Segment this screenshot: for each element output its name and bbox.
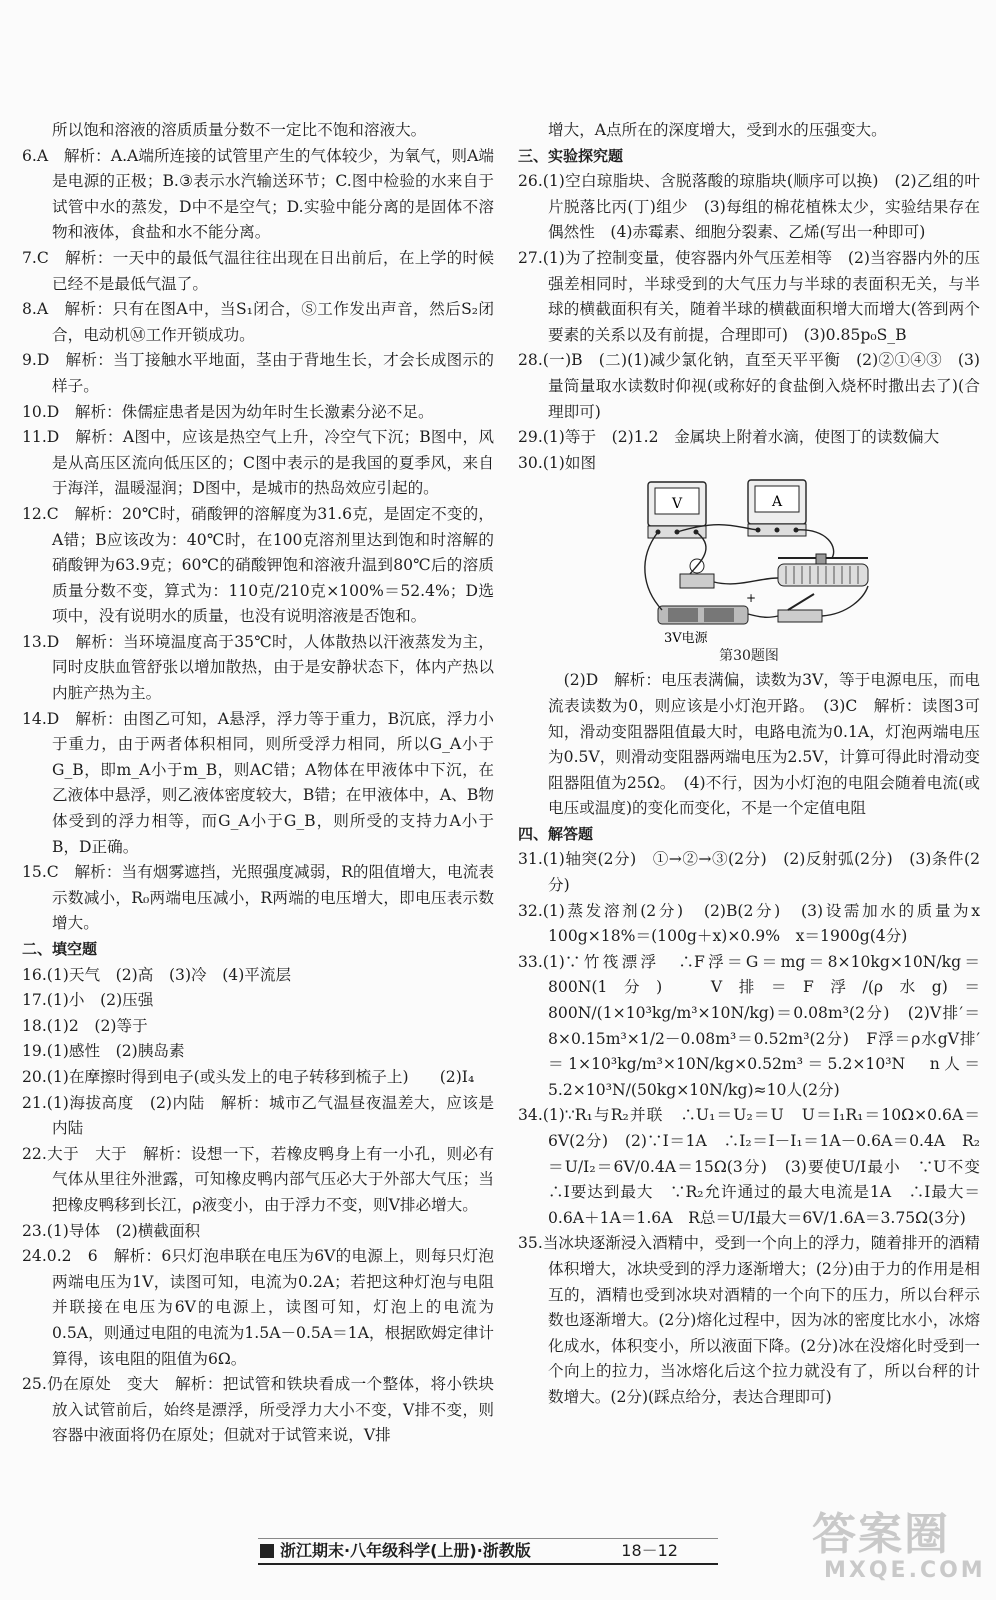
answer-item: 27.(1)为了控制变量，使容器内外气压差相等 (2)当容器内外的压强差相同时，半球受到的大气压力与半球的表面积无关，与半球的横截面积有关，随着半球的横截面积增大而增大(答到两个要素的关系以及有前提，合理即可) (3)0.85p₀S_B <box>518 248 980 344</box>
footer-title: 浙江期末·八年级科学(上册)·浙教版 <box>280 1541 531 1560</box>
answer-item: 12.C 解析：20℃时，硝酸钾的溶解度为31.6克，是固定不变的，A错；B应该改为：40℃时，在100克溶剂里达到饱和时溶解的硝酸钾为63.9克；60℃的硝酸钾饱和溶液升温到80℃后的溶质质量分数不变，算式为：110克/210克×100%＝52.4%；D选项中，没有说明水的质量，也没有说明溶液是否饱和。 <box>22 504 494 626</box>
answer-item: 20.(1)在摩擦时得到电子(或头发上的电子转移到梳子上) (2)I₄ <box>22 1067 475 1086</box>
watermark-text: 答案圈 <box>812 1509 950 1560</box>
answer-item: 增大，A点所在的深度增大，受到水的压强变大。 <box>548 121 887 139</box>
answer-item: 所以饱和溶液的溶质质量分数不一定比不饱和溶液大。 <box>52 121 427 139</box>
answer-item: 9.D 解析：当丁接触水平地面，茎由于背地生长，才会长成图示的样子。 <box>22 351 494 395</box>
answer-item: 35.当冰块逐渐浸入酒精中，受到一个向上的浮力，随着排开的酒精体积增大，冰块受到的浮力逐渐增大；(2分)由于力的作用是相互的，酒精也受到冰块对酒精的一个向下的压力，所以台秤示数也逐渐增大。(2分)熔化过程中，因为冰的密度比水小，冰熔化成水，体积变小，所以液面下降。(2分)冰在没熔化时受到一个向上的拉力，当冰熔化后这个拉力就没有了，所以台秤的计数增大。(2分)(踩点给分，表达合理即可) <box>518 1234 980 1406</box>
answer-item: 31.(1)轴突(2分) ①→②→③(2分) (2)反射弧(2分) (3)条件(2分) <box>518 850 980 895</box>
answer-item: 18.(1)2 (2)等于 <box>22 1016 148 1035</box>
right-bottom-section <box>518 668 996 1410</box>
left-column <box>22 118 494 1449</box>
answer-item: 7.C 解析：一天中的最低气温往往出现在日出前后，在上学的时候已经不是最低气温了。 <box>22 248 494 293</box>
section-heading: 三、实验探究题 <box>518 146 624 165</box>
ammeter-symbol: A <box>771 494 783 511</box>
answer-item: 34.(1)∵R₁与R₂并联 ∴U₁＝U₂＝U U＝I₁R₁＝10Ω×0.6A＝6V(2分) (2)∵I＝1A ∴I₂＝I－I₁＝1A－0.6A＝0.4A R₂＝U/I₂＝6V/0.4A＝15Ω(3分) (3)要使U/I最小 ∵U不变 ∴I要达到最大 ∵R₂允许通过的最大电流是1A ∴I最大＝0.6A＋1A＝1.6A R总＝U/I最大＝6V/1.6A＝3.75Ω(3分) <box>518 1106 996 1227</box>
answer-item: 11.D 解析：A图中，应该是热空气上升，冷空气下沉；B图中，风是从高压区流向低压区的；C图中表示的是我国的夏季风，来自于海洋，温暖湿润；D图中，是城市的热岛效应引起的。 <box>22 428 494 498</box>
power-source-label: 3V电源 <box>664 631 708 647</box>
answer-item: 32.(1)蒸发溶剂(2分) (2)B(2分) (3)设需加水的质量为x 100g×18%＝(100g＋x)×0.9% x＝1900g(4分) <box>518 901 996 946</box>
circuit-figure <box>518 478 980 668</box>
answer-item: 22.大于 大于 解析：设想一下，若橡皮鸭身上有一小孔，则必有气体从里往外泄露，可知橡皮鸭内部气压必大于外部大气压；当把橡皮鸭移到长江，ρ液变小，由于浮力不变，则V排必增大。 <box>22 1144 494 1214</box>
answer-item: 25.仍在原处 变大 解析：把试管和铁块看成一个整体，将小铁块放入试管前后，始终是漂浮，所受浮力大小不变，V排不变，则容器中液面将仍在原处；但就对于试管来说，V排 <box>22 1375 494 1445</box>
circuit-diagram <box>628 478 888 648</box>
answer-item: 15.C 解析：当有烟雾遮挡，光照强度减弱，R的阻值增大，电流表示数减小，R₀两端电压减小，R两端的电压增大，即电压表示数增大。 <box>22 863 494 933</box>
answer-item: 16.(1)天气 (2)高 (3)冷 (4)平流层 <box>22 965 292 984</box>
answer-item: 30.(1)如图 <box>518 453 597 472</box>
answer-item: 23.(1)导体 (2)横截面积 <box>22 1221 201 1240</box>
voltmeter-symbol: V <box>671 496 683 513</box>
right-column <box>518 118 996 1411</box>
answer-item: 21.(1)海拔高度 (2)内陆 解析：城市乙气温昼夜温差大，应该是内陆 <box>22 1093 494 1138</box>
answer-item: 33.(1)∵竹筏漂浮 ∴F浮＝G＝mg＝8×10kg×10N/kg＝800N(1分) V排＝F浮/(ρ水g)＝800N/(1×10³kg/m³×10N/kg)＝0.08m³(2分) (2)V排′＝8×0.15m³×1/2－0.08m³＝0.52m³(2分) F浮＝ρ水gV排′＝1×10³kg/m³×10N/kg×0.52m³＝5.2×10³N n人＝5.2×10³N/(50kg×10N/kg)≈10人(2分) <box>518 952 980 1099</box>
answer-item: 17.(1)小 (2)压强 <box>22 991 154 1010</box>
footer-square-icon <box>260 1544 274 1558</box>
answer-item: 26.(1)空白琼脂块、含脱落酸的琼脂块(顺序可以换) (2)乙组的叶片脱落比丙(丁)组少 (3)每组的棉花植株太少，实验结果存在偶然性 (4)赤霉素、细胞分裂素、乙烯(写出一种即可) <box>518 172 980 242</box>
watermark-logo <box>812 1509 986 1592</box>
bulb-base <box>680 574 714 588</box>
rheostat <box>778 564 868 586</box>
watermark-url: MXQE.COM <box>824 1558 986 1583</box>
figure-caption: 第30题图 <box>719 648 779 665</box>
answer-item: 19.(1)感性 (2)胰岛素 <box>22 1042 185 1061</box>
answer-item: 24.0.2 6 解析：6只灯泡串联在电压为6V的电源上，则每只灯泡两端电压为1V，读图可知，电流为0.2A；若把这种灯泡与电阻并联接在电压为6V的电源上，读图可知，灯泡上的电流为0.5A，则通过电阻的电流为1.5A－0.5A＝1A，根据欧姆定律计算得，该电阻的阻值为6Ω。 <box>22 1247 494 1368</box>
answer-item: 29.(1)等于 (2)1.2 金属块上附着水滴，使图丁的读数偏大 <box>518 428 940 447</box>
section-heading: 四、解答题 <box>518 824 594 843</box>
answer-item: 10.D 解析：侏儒症患者是因为幼年时生长激素分泌不足。 <box>22 402 434 421</box>
section-heading: 二、填空题 <box>22 940 98 958</box>
battery-plus-sign: + <box>746 591 757 606</box>
answer-item: 13.D 解析：当环境温度高于35℃时，人体散热以汗液蒸发为主，同时皮肤血管舒张以增加散热，由于是安静状态下，体内产热以内脏产热为主。 <box>22 632 494 703</box>
answer-item: (2)D 解析：电压表满偏，读数为3V，等于电源电压，而电流表读数为0，则应该是小灯泡开路。 (3)C 解析：读图3可知，滑动变阻器阻值最大时，电路电流为0.1A，灯泡两端电压为0.5V，则滑动变阻器两端电压为2.5V，计算可得此时滑动变阻器阻值为25Ω。 (4)不行，因为小灯泡的电阻会随着电流(或电压或温度)的变化而变化，不是一个定值电阻 <box>548 671 980 818</box>
right-top-section <box>518 118 980 476</box>
answer-item: 14.D 解析：由图乙可知，A悬浮，浮力等于重力，B沉底，浮力小于重力，由于两者体积相同，则所受浮力相同，所以G_A小于G_B，即m_A小于m_B，则AC错；A物体在甲液体中下沉，在乙液体中悬浮，则乙液体密度较大，B错；在甲液体中，A、B物体受到的浮力相等，而G_A小于G_B，则所受的支持力A小于B，D正确。 <box>22 709 494 856</box>
page-footer <box>258 1538 718 1565</box>
answer-item: 28.(一)B (二)(1)减少氯化钠，直至天平平衡 (2)②①④③ (3)量筒量取水读数时仰视(或称好的食盐倒入烧杯时撒出去了)(合理即可) <box>518 351 980 421</box>
page-number: 18－12 <box>621 1541 678 1560</box>
answer-item: 8.A 解析：只有在图A中，当S₁闭合，Ⓢ工作发出声音，然后S₂闭合，电动机Ⓜ工作开锁成功。 <box>22 300 494 344</box>
switch <box>778 610 822 622</box>
answer-item: 6.A 解析：A.A端所连接的试管里产生的气体较少，为氧气，则A端是电源的正极；B.③表示水汽输送环节；C.图中检验的水来自于试管中水的蒸发，D中不是空气；D.实验中能分离的是固体不溶物和液体，食盐和水不能分离。 <box>22 146 494 242</box>
